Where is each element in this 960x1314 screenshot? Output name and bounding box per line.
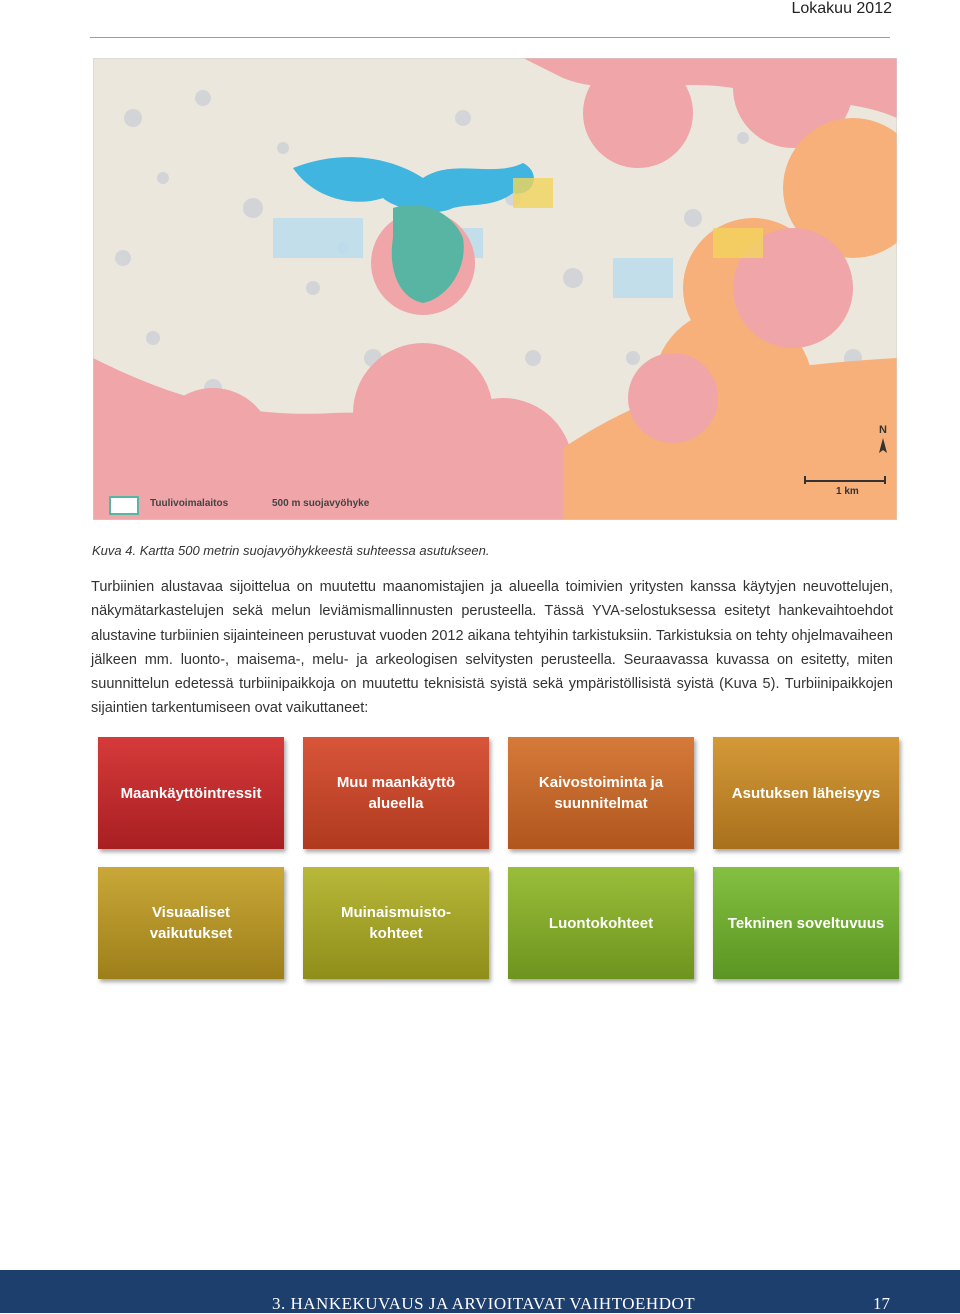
north-arrow-label: N <box>879 424 887 436</box>
body-paragraph: Turbiinien alustavaa sijoittelua on muutettu maanomistajien ja alueella toimivien yritysten kanssa käytyjen neuvottelujen, näkymätarkastelujen sekä melun leviämismallinnusten perusteella. Tässä YVA-selostuksessa esitetyt hankevaihtoehdot alustavine turbiinien sijainteineen perustuvat vuoden 2012 aikana tehtyihin tarkistuksiin. Tarkistuksia on tehty ohjelmavaiheen jälkeen mm. luonto-, maisema-, melu- ja arkeologisen selvitysten perusteella. Seuraavassa kuvassa on esitetty, miten suunnittelun edetessä turbiinipaikkoja on muutettu teknisistä syistä sekä ympäristöllisistä syistä (Kuva 5). Turbiinipaikkojen sijaintien tarkentumiseen ovat vaikuttaneet: <box>91 579 893 717</box>
factor-box-visual-impacts: Visuaaliset vaikutukset <box>98 867 284 979</box>
factor-box-mining: Kaivostoiminta ja suunnitelmat <box>508 737 694 849</box>
factor-box-nature-sites: Luontokohteet <box>508 867 694 979</box>
scale-bar <box>805 480 885 482</box>
figure-caption: Kuva 4. Kartta 500 metrin suojavyöhykkeestä suhteessa asutukseen. <box>92 543 490 558</box>
factor-box-other-land-use: Muu maankäyttö alueella <box>303 737 489 849</box>
header-rule <box>90 37 890 38</box>
map-image <box>93 58 897 520</box>
factor-box-ancient-monuments: Muinaismuisto- kohteet <box>303 867 489 979</box>
scale-label: 1 km <box>836 486 859 497</box>
legend-turbine-swatch <box>109 496 139 515</box>
factor-box-settlement-proximity: Asutuksen läheisyys <box>713 737 899 849</box>
header-date: Lokakuu 2012 <box>791 0 892 17</box>
map-figure <box>93 58 897 520</box>
footer-section-title: 3. HANKEKUVAUS JA ARVIOITAVAT VAIHTOEHDOT <box>272 1294 696 1313</box>
footer-page-number: 17 <box>873 1294 890 1313</box>
legend-zone-label: 500 m suojavyöhyke <box>272 498 370 509</box>
legend-turbine-label: Tuulivoimalaitos <box>150 498 229 509</box>
factor-box-technical-suitability: Tekninen soveltuvuus <box>713 867 899 979</box>
scale-tick-left <box>804 476 806 484</box>
legend-zone-swatch <box>233 497 255 511</box>
scale-tick-right <box>884 476 886 484</box>
factor-box-land-use-interests: Maankäyttöintressit <box>98 737 284 849</box>
